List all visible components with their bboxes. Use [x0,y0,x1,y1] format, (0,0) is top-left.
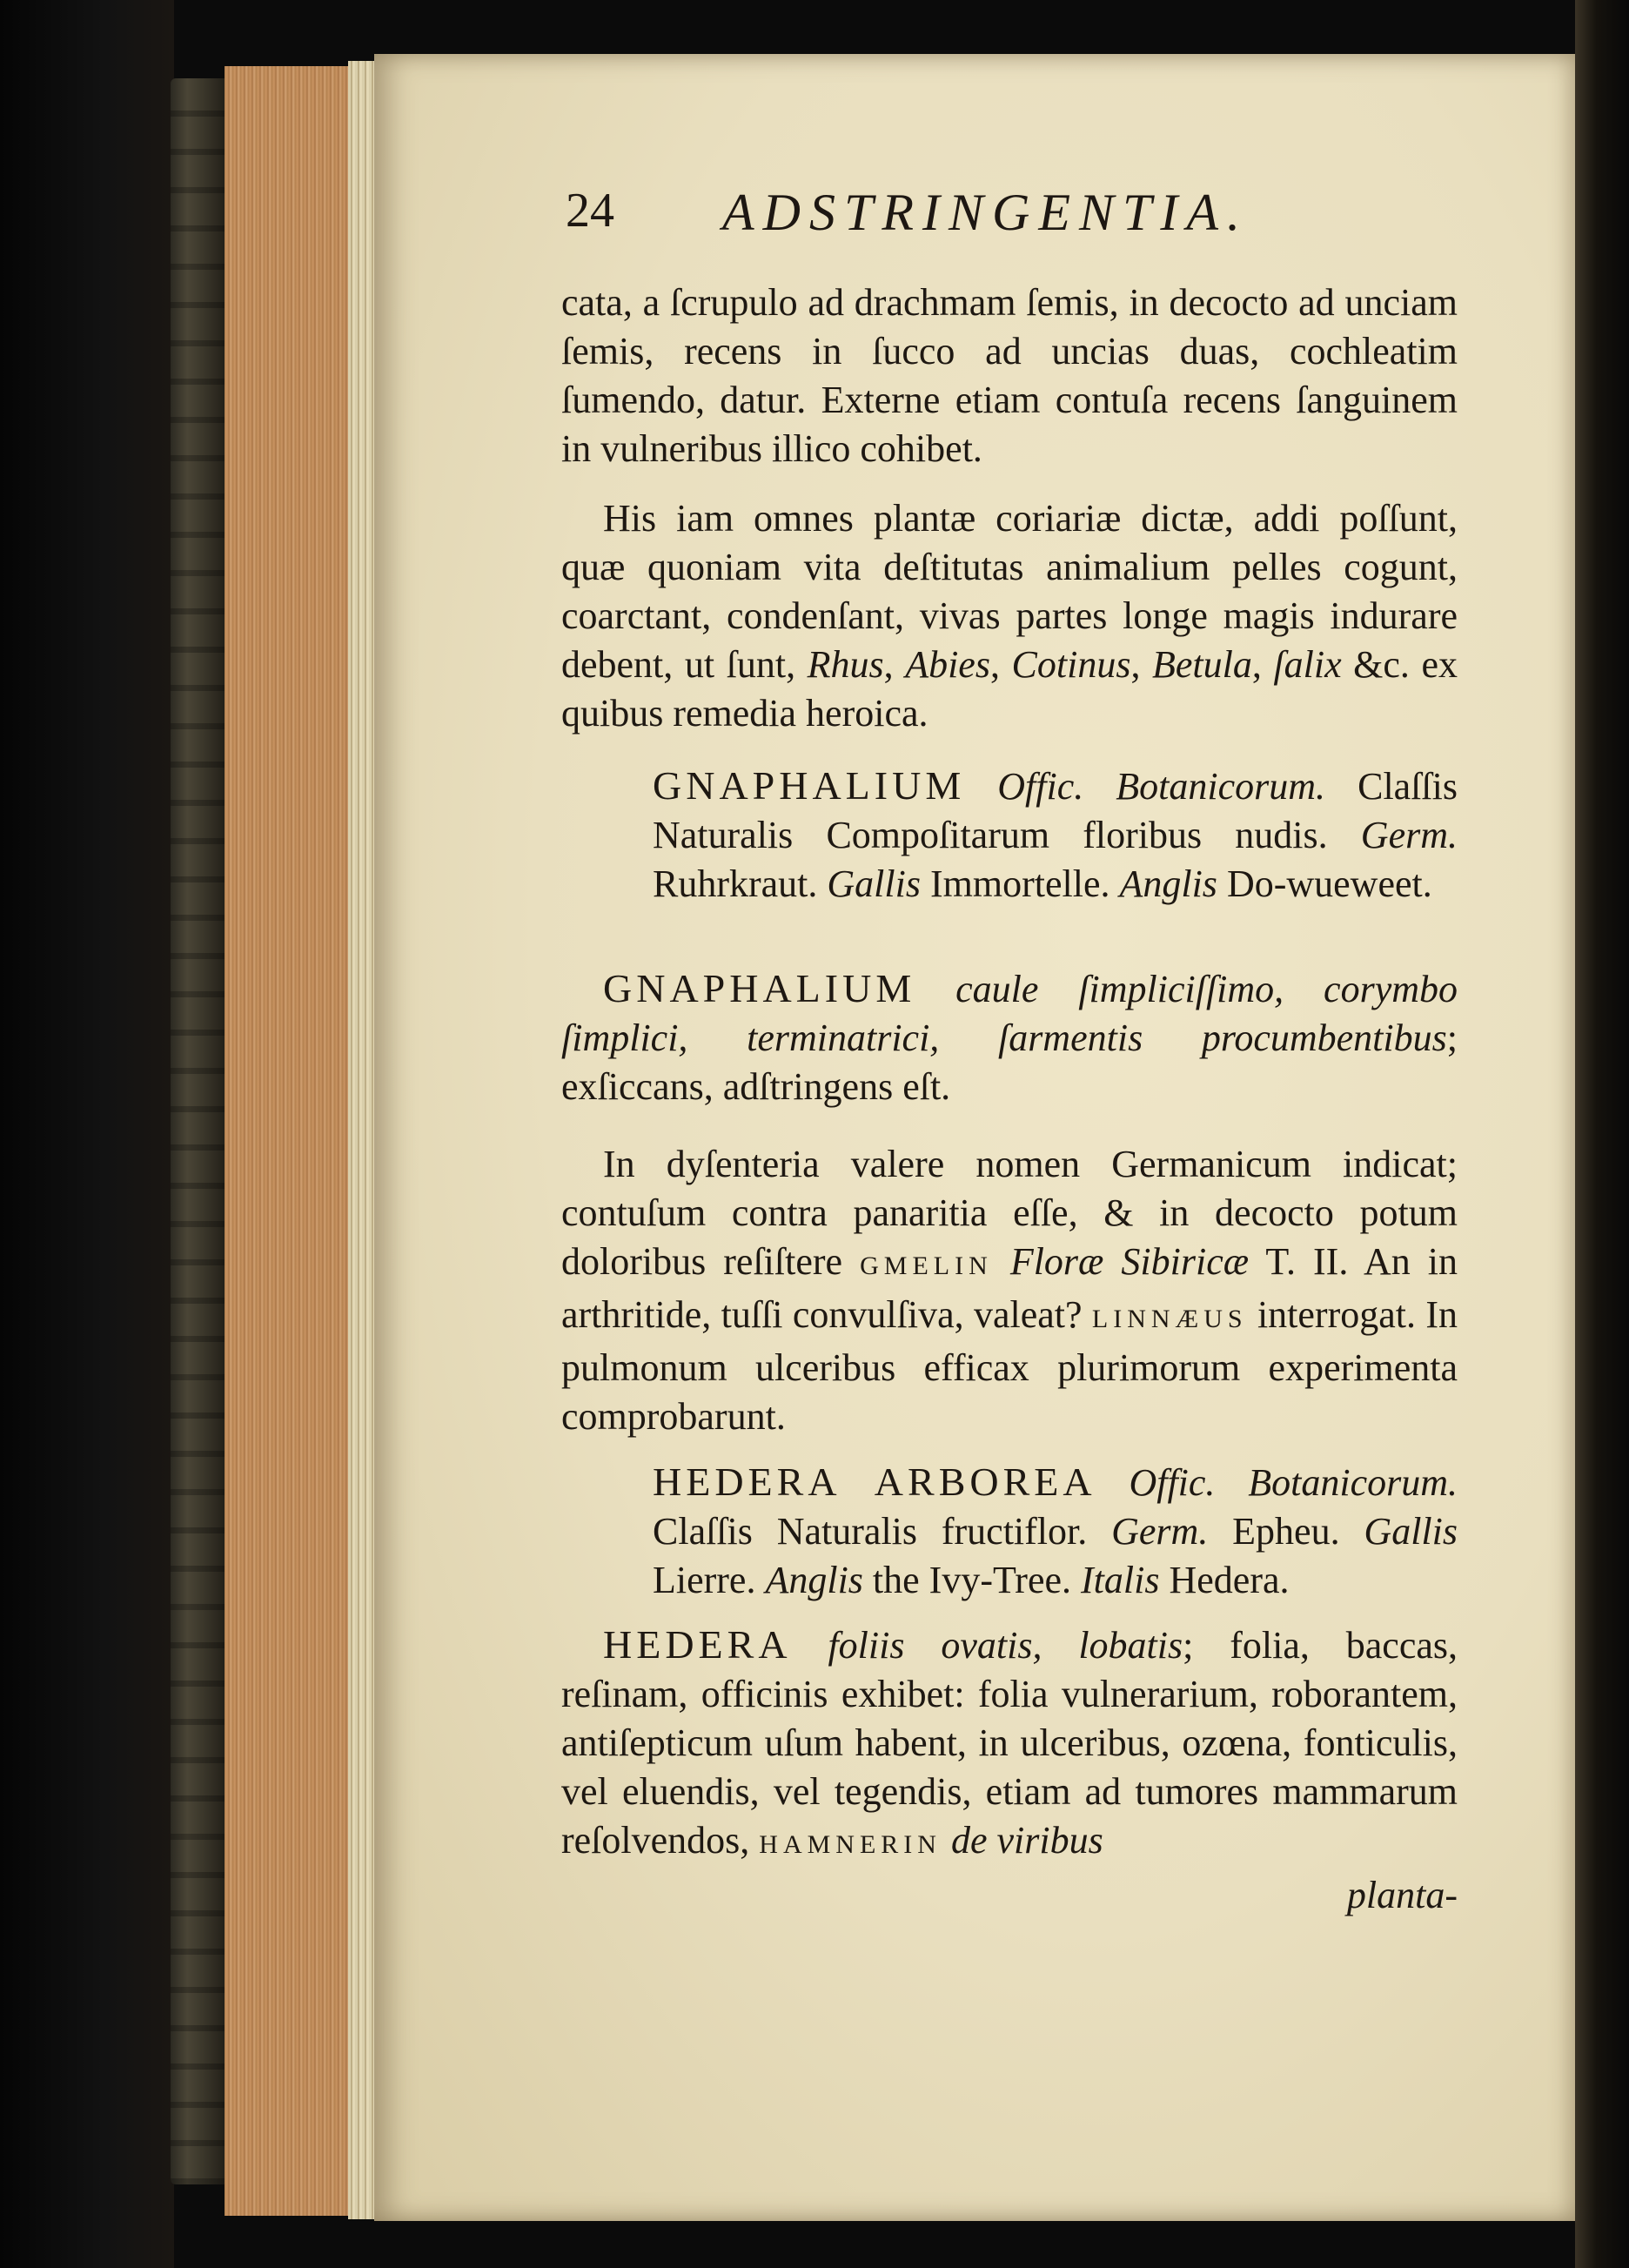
text: &c. ex quibus remedia heroica. [561,643,1458,735]
lang-label: Gallis [1364,1510,1458,1553]
catchword [561,1871,1458,1920]
botanical-description: caule ſimpliciſſimo, corymbo ſimplici, terminatrici, ſarmentis procumbentibus [561,968,1458,1059]
gutter-shadow [1575,0,1629,2268]
lang-label: Gallis [827,862,921,905]
text: Claſſis Naturalis fructiflor. [653,1510,1112,1553]
entry-headword: HEDERA ARBOREA [653,1459,1096,1504]
botanical-description: foliis ovatis, lobatis [828,1624,1183,1667]
entry-gnaphalium-desc [561,964,1458,1111]
author-gmelin: GMELIN [860,1251,993,1280]
text: Immortelle. [920,862,1120,905]
text: the Ivy-Tree. [862,1559,1082,1601]
author-linnaeus: LINNÆUS [1091,1305,1248,1333]
text: Epheu. [1208,1510,1364,1553]
page-block-edge [225,66,364,2216]
paragraph-coriariae: His iam omnes plantæ coriariæ dictæ, addi poſſunt, quæ quoniam vita deſtitutas animalium pelles cogunt, coarctant, condenſant, vivas partes longe magis indurare debent, ut ſunt, Rhus, Abies, Cotinus, Betula, ſalix &c. ex quibus remedia heroica. [561,497,1458,735]
plant-rhus: Rhus [807,643,884,686]
lang-label: Italis [1081,1559,1160,1601]
catchword-text: planta- [1346,1874,1458,1916]
page-number: 24 [566,184,614,238]
background-left [0,0,174,2268]
entry-gnaphalium-names [653,762,1458,909]
text: ; exſiccans, adſtringens eſt. [561,1017,1458,1108]
text: T. II. An in arthritide, tuſſi convulſiva, valeat? [561,1240,1458,1336]
plant-abies: Abies [905,643,990,686]
entry-headword: GNAPHALIUM [603,966,916,1010]
author-hamnerin: HAMNERIN [759,1830,942,1859]
lang-label: Anglis [765,1559,863,1601]
offic-label: Offic. Botanicorum. [997,765,1326,808]
text: Hedera. [1159,1559,1290,1601]
book-cover-edge [171,78,226,2184]
lang-label: Germ. [1111,1510,1209,1553]
lang-label: Germ. [1360,814,1458,856]
text: In dyſenteria valere nomen Germanicum indicat; contuſum contra panaritia eſſe, & in decocto potum doloribus reſiſtere [561,1143,1458,1283]
plant-salix: ſalix [1273,643,1342,686]
text: Claſſis Naturalis Compoſitarum floribus nudis. [653,765,1458,856]
page-header [566,183,1436,252]
offic-label: Offic. Botanicorum. [1129,1461,1458,1504]
book-title: Floræ Sibiricæ [1009,1240,1250,1283]
paragraph-dysenteria [561,1140,1458,1441]
entry-hedera-desc [561,1620,1458,1869]
running-title: ADSTRINGENTIA. [722,184,1249,241]
text: Lierre. [653,1559,766,1601]
plant-betula: Betula [1152,643,1252,686]
plant-cotinus: Cotinus [1011,643,1131,686]
book-title: de viribus [941,1819,1103,1862]
text: ; folia, baccas, reſinam, officinis exhibet: folia vulnerarium, roborantem, antiſepticum uſum habent, in ulceribus, ozœna, fonticulis, vel eluendis, vel tegendis, etiam ad tumores mammarum reſolvendos, [561,1624,1458,1862]
lang-label: Anglis [1119,862,1217,905]
entry-headword: HEDERA [603,1622,792,1667]
text: Do-wueweet. [1217,862,1432,905]
text: interrogat. In pulmonum ulceribus efficax plurimorum experimenta comprobarunt. [561,1293,1458,1438]
entry-headword: GNAPHALIUM [653,763,966,808]
entry-hedera-names [653,1458,1458,1605]
paragraph-continuation: cata, a ſcrupulo ad drachmam ſemis, in decocto ad unciam ſemis, recens in ſucco ad uncias duas, cochleatim ſumendo, datur. Externe etiam contuſa recens ſanguinem in vulneribus illico cohibet. [561,281,1458,470]
text: His iam omnes plantæ coriariæ dictæ, addi poſſunt, quæ quoniam vita deſtitutas animalium pelles cogunt, coarctant, condenſant, vivas partes longe magis indurare debent, ut ſunt, [561,497,1458,686]
text: Ruhrkraut. [653,862,828,905]
